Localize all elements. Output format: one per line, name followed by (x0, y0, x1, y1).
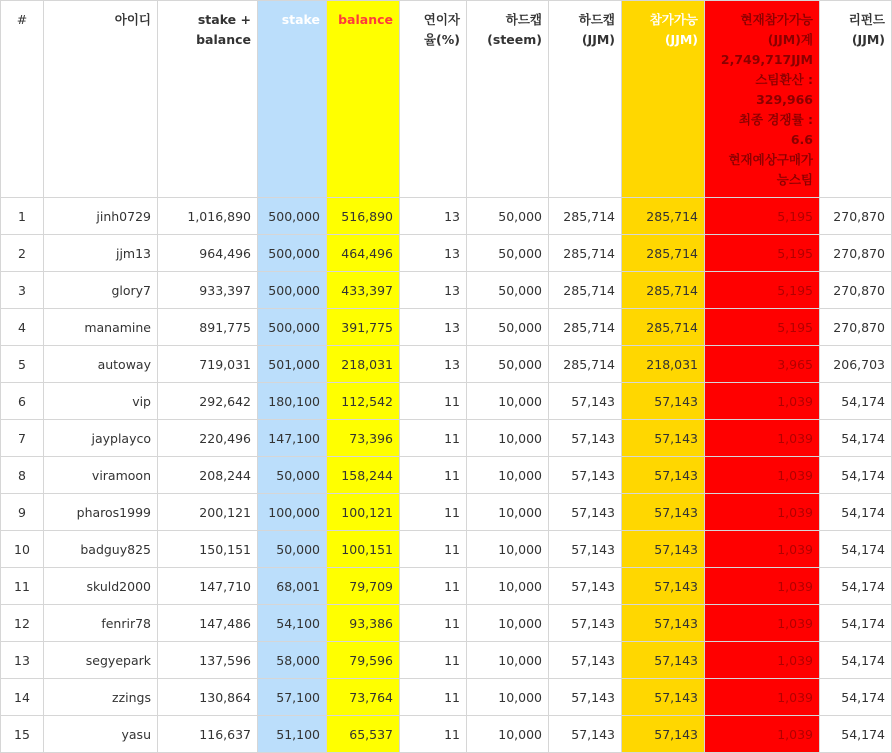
cell-balance: 433,397 (327, 272, 400, 309)
cell-rank: 6 (1, 383, 44, 420)
cell-refund: 54,174 (820, 531, 892, 568)
cell-refund: 54,174 (820, 679, 892, 716)
cell-balance: 100,151 (327, 531, 400, 568)
table-row (1, 679, 892, 716)
cell-id: segyepark (44, 642, 158, 679)
cell-id: badguy825 (44, 531, 158, 568)
cell-refund: 270,870 (820, 309, 892, 346)
cell-interest: 11 (400, 642, 467, 679)
cell-stake: 180,100 (258, 383, 327, 420)
cell-refund: 270,870 (820, 235, 892, 272)
cell-hardcap-jjm: 285,714 (549, 309, 622, 346)
cell-id: jjm13 (44, 235, 158, 272)
cell-interest: 11 (400, 568, 467, 605)
cell-hardcap-steem: 50,000 (467, 309, 549, 346)
table-row (1, 383, 892, 420)
cell-stake: 500,000 (258, 235, 327, 272)
cell-id: yasu (44, 716, 158, 753)
cell-refund: 54,174 (820, 716, 892, 753)
cell-stake-balance: 964,496 (158, 235, 258, 272)
cell-stake: 57,100 (258, 679, 327, 716)
cell-available: 285,714 (622, 272, 705, 309)
table-row (1, 420, 892, 457)
cell-balance: 65,537 (327, 716, 400, 753)
cell-current: 1,039 (705, 457, 820, 494)
cell-available: 57,143 (622, 531, 705, 568)
cell-stake-balance: 719,031 (158, 346, 258, 383)
cell-hardcap-jjm: 57,143 (549, 531, 622, 568)
header-refund (820, 1, 892, 198)
table-row (1, 642, 892, 679)
cell-id: viramoon (44, 457, 158, 494)
cell-interest: 11 (400, 605, 467, 642)
cell-rank: 2 (1, 235, 44, 272)
header-hardcap-jjm-line: 하드캡 (578, 12, 615, 27)
cell-stake: 54,100 (258, 605, 327, 642)
cell-interest: 13 (400, 198, 467, 235)
cell-balance: 100,121 (327, 494, 400, 531)
cell-refund: 270,870 (820, 198, 892, 235)
cell-available: 57,143 (622, 457, 705, 494)
table-row (1, 531, 892, 568)
header-hardcap-steem (467, 1, 549, 198)
cell-available: 57,143 (622, 679, 705, 716)
cell-hardcap-steem: 10,000 (467, 605, 549, 642)
cell-hardcap-jjm: 57,143 (549, 383, 622, 420)
table-row (1, 605, 892, 642)
cell-rank: 9 (1, 494, 44, 531)
cell-stake-balance: 891,775 (158, 309, 258, 346)
header-current-line: 현재예상구매가 (728, 152, 813, 167)
cell-stake: 50,000 (258, 531, 327, 568)
header-interest (400, 1, 467, 198)
cell-stake-balance: 292,642 (158, 383, 258, 420)
cell-rank: 3 (1, 272, 44, 309)
header-hardcap-steem-line: (steem) (487, 32, 542, 47)
cell-refund: 206,703 (820, 346, 892, 383)
cell-interest: 11 (400, 679, 467, 716)
cell-current: 5,195 (705, 272, 820, 309)
cell-refund: 54,174 (820, 605, 892, 642)
header-stake: stake (258, 1, 327, 198)
cell-stake-balance: 147,710 (158, 568, 258, 605)
header-current-line: (JJM)계 (767, 32, 813, 47)
cell-refund: 54,174 (820, 642, 892, 679)
cell-hardcap-jjm: 57,143 (549, 605, 622, 642)
cell-rank: 5 (1, 346, 44, 383)
cell-id: fenrir78 (44, 605, 158, 642)
cell-available: 57,143 (622, 383, 705, 420)
table-row (1, 235, 892, 272)
cell-balance: 79,709 (327, 568, 400, 605)
cell-available: 285,714 (622, 235, 705, 272)
cell-rank: 4 (1, 309, 44, 346)
cell-available: 57,143 (622, 716, 705, 753)
cell-rank: 7 (1, 420, 44, 457)
header-available-line: (JJM) (664, 32, 698, 47)
table-row (1, 309, 892, 346)
cell-rank: 1 (1, 198, 44, 235)
table-row (1, 494, 892, 531)
cell-balance: 73,764 (327, 679, 400, 716)
header-hardcap-jjm (549, 1, 622, 198)
cell-hardcap-steem: 10,000 (467, 494, 549, 531)
cell-hardcap-jjm: 57,143 (549, 568, 622, 605)
cell-refund: 54,174 (820, 457, 892, 494)
cell-hardcap-jjm: 57,143 (549, 420, 622, 457)
cell-refund: 54,174 (820, 568, 892, 605)
cell-rank: 10 (1, 531, 44, 568)
cell-available: 57,143 (622, 494, 705, 531)
cell-refund: 54,174 (820, 494, 892, 531)
cell-id: autoway (44, 346, 158, 383)
cell-hardcap-steem: 50,000 (467, 198, 549, 235)
cell-id: vip (44, 383, 158, 420)
cell-current: 5,195 (705, 309, 820, 346)
cell-balance: 73,396 (327, 420, 400, 457)
cell-stake: 50,000 (258, 457, 327, 494)
cell-stake: 500,000 (258, 198, 327, 235)
cell-stake-balance: 150,151 (158, 531, 258, 568)
cell-hardcap-steem: 50,000 (467, 235, 549, 272)
cell-id: zzings (44, 679, 158, 716)
cell-stake-balance: 220,496 (158, 420, 258, 457)
cell-hardcap-jjm: 57,143 (549, 716, 622, 753)
header-interest-line: 연이자 (423, 12, 460, 27)
cell-current: 5,195 (705, 198, 820, 235)
table-row (1, 198, 892, 235)
cell-stake: 500,000 (258, 309, 327, 346)
cell-balance: 93,386 (327, 605, 400, 642)
header-refund-line: (JJM) (851, 32, 885, 47)
header-current-line: 329,966 (756, 92, 813, 107)
cell-interest: 11 (400, 383, 467, 420)
cell-id: jinh0729 (44, 198, 158, 235)
cell-current: 1,039 (705, 716, 820, 753)
header-stake-balance (158, 1, 258, 198)
cell-id: manamine (44, 309, 158, 346)
header-refund-line: 리펀드 (848, 12, 885, 27)
header-current-line: 2,749,717JJM (720, 52, 813, 67)
cell-balance: 158,244 (327, 457, 400, 494)
cell-current: 1,039 (705, 494, 820, 531)
cell-current: 1,039 (705, 642, 820, 679)
cell-available: 57,143 (622, 642, 705, 679)
cell-hardcap-jjm: 57,143 (549, 642, 622, 679)
cell-current: 5,195 (705, 235, 820, 272)
cell-interest: 13 (400, 235, 467, 272)
cell-interest: 11 (400, 494, 467, 531)
header-current-line: 최종 경쟁률 : (738, 112, 813, 127)
cell-available: 57,143 (622, 605, 705, 642)
cell-hardcap-jjm: 285,714 (549, 346, 622, 383)
cell-interest: 13 (400, 346, 467, 383)
cell-hardcap-jjm: 285,714 (549, 198, 622, 235)
cell-current: 1,039 (705, 605, 820, 642)
cell-id: glory7 (44, 272, 158, 309)
cell-rank: 14 (1, 679, 44, 716)
header-available (622, 1, 705, 198)
cell-rank: 13 (1, 642, 44, 679)
cell-available: 218,031 (622, 346, 705, 383)
cell-current: 1,039 (705, 531, 820, 568)
cell-balance: 516,890 (327, 198, 400, 235)
header-stake-balance-line: stake + (197, 12, 251, 27)
cell-stake-balance: 1,016,890 (158, 198, 258, 235)
header-available-line: 참가가능 (649, 12, 698, 27)
cell-current: 1,039 (705, 383, 820, 420)
cell-available: 285,714 (622, 198, 705, 235)
cell-hardcap-jjm: 57,143 (549, 679, 622, 716)
cell-available: 57,143 (622, 568, 705, 605)
cell-stake: 501,000 (258, 346, 327, 383)
cell-stake-balance: 200,121 (158, 494, 258, 531)
cell-hardcap-jjm: 57,143 (549, 494, 622, 531)
table-row (1, 272, 892, 309)
cell-balance: 391,775 (327, 309, 400, 346)
header-hardcap-jjm-line: (JJM) (581, 32, 615, 47)
cell-hardcap-steem: 50,000 (467, 272, 549, 309)
table-row (1, 568, 892, 605)
cell-stake: 58,000 (258, 642, 327, 679)
cell-refund: 54,174 (820, 383, 892, 420)
table-row (1, 457, 892, 494)
cell-interest: 13 (400, 309, 467, 346)
cell-refund: 54,174 (820, 420, 892, 457)
header-current-line: 스팀환산 : (755, 72, 813, 87)
cell-hardcap-steem: 10,000 (467, 568, 549, 605)
cell-available: 285,714 (622, 309, 705, 346)
cell-hardcap-steem: 10,000 (467, 679, 549, 716)
cell-interest: 11 (400, 420, 467, 457)
cell-hardcap-steem: 10,000 (467, 457, 549, 494)
cell-stake: 100,000 (258, 494, 327, 531)
cell-balance: 112,542 (327, 383, 400, 420)
cell-hardcap-jjm: 285,714 (549, 235, 622, 272)
cell-stake: 51,100 (258, 716, 327, 753)
cell-hardcap-steem: 10,000 (467, 642, 549, 679)
cell-id: jayplayco (44, 420, 158, 457)
cell-interest: 11 (400, 716, 467, 753)
cell-rank: 11 (1, 568, 44, 605)
cell-hardcap-jjm: 285,714 (549, 272, 622, 309)
cell-interest: 11 (400, 531, 467, 568)
cell-stake-balance: 933,397 (158, 272, 258, 309)
cell-current: 1,039 (705, 679, 820, 716)
cell-stake: 147,100 (258, 420, 327, 457)
header-current-line: 6.6 (790, 132, 813, 147)
cell-stake: 500,000 (258, 272, 327, 309)
header-stake-balance-line: balance (196, 32, 251, 47)
header-hardcap-steem-line: 하드캡 (505, 12, 542, 27)
cell-interest: 13 (400, 272, 467, 309)
header-row (1, 1, 892, 198)
header-current-line: 능스팀 (776, 172, 813, 187)
table-row (1, 716, 892, 753)
cell-available: 57,143 (622, 420, 705, 457)
cell-stake-balance: 116,637 (158, 716, 258, 753)
cell-rank: 12 (1, 605, 44, 642)
cell-stake-balance: 147,486 (158, 605, 258, 642)
header-interest-line: 율(%) (423, 32, 460, 47)
cell-rank: 8 (1, 457, 44, 494)
table-row (1, 346, 892, 383)
cell-stake-balance: 208,244 (158, 457, 258, 494)
cell-id: pharos1999 (44, 494, 158, 531)
cell-rank: 15 (1, 716, 44, 753)
cell-id: skuld2000 (44, 568, 158, 605)
cell-current: 1,039 (705, 420, 820, 457)
cell-stake: 68,001 (258, 568, 327, 605)
cell-hardcap-steem: 50,000 (467, 346, 549, 383)
cell-refund: 270,870 (820, 272, 892, 309)
cell-balance: 79,596 (327, 642, 400, 679)
cell-hardcap-steem: 10,000 (467, 716, 549, 753)
cell-balance: 464,496 (327, 235, 400, 272)
cell-interest: 11 (400, 457, 467, 494)
cell-hardcap-steem: 10,000 (467, 531, 549, 568)
cell-hardcap-steem: 10,000 (467, 383, 549, 420)
header-current (705, 1, 820, 198)
header-balance: balance (327, 1, 400, 198)
header-current-line: 현재참가가능 (740, 12, 813, 27)
cell-hardcap-jjm: 57,143 (549, 457, 622, 494)
cell-balance: 218,031 (327, 346, 400, 383)
cell-hardcap-steem: 10,000 (467, 420, 549, 457)
cell-stake-balance: 130,864 (158, 679, 258, 716)
cell-current: 1,039 (705, 568, 820, 605)
cell-stake-balance: 137,596 (158, 642, 258, 679)
header-id: 아이디 (44, 1, 158, 198)
cell-current: 3,965 (705, 346, 820, 383)
header-hash: # (1, 1, 44, 198)
